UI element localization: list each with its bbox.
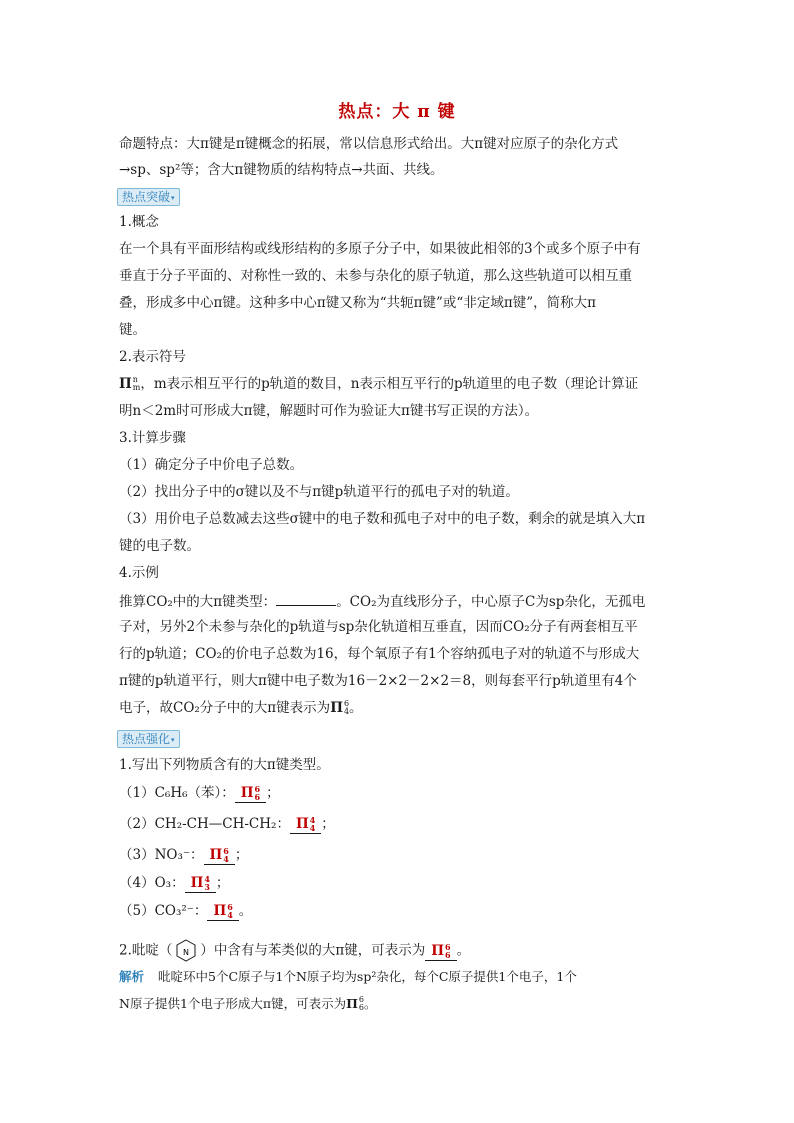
intro-line-1: 命题特点：大π键是π键概念的拓展，常以信息形式给出。大π键对应原子的杂化方式 [119,136,619,152]
pi-symbol-general: Π n m [119,375,141,392]
analysis-line-1: 解析 吡啶环中5个C原子与1个N原子均为sp²杂化，每个C原子提供1个电子，1个 [119,969,577,984]
question-1-item-4: （4）O₃： Π 4 3 ； [119,874,230,892]
example-line-3: 行的p轨道；CO₂的价电子总数为16，每个氧原子有1个容纳孤电子对的轨道不与形成大 [119,646,640,662]
symbol-line-2: 明n＜2m时可形成大π键，解题时可作为验证大π键书写正误的方法）。 [119,403,539,419]
answer-1: Π 6 6 [235,784,266,803]
concept-line-1: 在一个具有平面形结构或线形结构的多原子分子中，如果彼此相邻的3个或多个原子中有 [119,241,641,257]
concept-line-4: 键。 [119,322,146,338]
answer-3: Π 6 4 [204,846,235,865]
intro-line-2: →sp、sp²等；含大π键物质的结构特点→共面、共线。 [119,162,444,178]
question-1-item-3: （3）NO₃⁻： Π 6 4 ； [119,846,249,864]
symbol-line-1: Π n m ，m表示相互平行的p轨道的数目，n表示相互平行的p轨道里的电子数（理论计算证 [119,375,639,392]
pi-symbol-co2: Π 6 4 [330,699,350,716]
example-line-5: 电子，故CO₂分子中的大π键表示为 Π 6 4 。 [119,699,363,716]
concept-line-3: 叠，形成多中心π键。这种多中心π键又称为“共轭π键”或“非定域π键”，简称大π [119,295,596,311]
answer-2: Π 4 4 [290,815,321,834]
section-example-heading: 4.示例 [119,565,159,581]
concept-line-2: 垂直于分子平面的、对称性一致的、未参与杂化的原子轨道，那么这些轨道可以相互重 [119,268,632,284]
question-1-item-5: （5）CO₃²⁻： Π 6 4 。 [119,902,253,920]
hot-breakthrough-tag [117,188,180,206]
example-line-1: 推算CO₂中的大π键类型： 。CO₂为直线形分子，中心原子C为sp杂化，无孤电 [119,591,645,611]
tag-label: 热点强化 [122,732,171,746]
step-1: （1）确定分子中价电子总数。 [119,457,304,473]
tag-label: 热点突破 [122,190,171,204]
example-line-4: π键的p轨道平行，则大π键中电子数为16－2×2－2×2＝8，则每套平行p轨道里有4个 [119,673,637,689]
question-1-item-2: （2）CH₂-CH—CH-CH₂： Π 4 4 ； [119,815,335,833]
question-1-heading: 1.写出下列物质含有的大π键类型。 [119,757,330,773]
example-line-2: 子对，另外2个未参与杂化的p轨道与sp杂化轨道相互垂直，因而CO₂分子有两套相互平 [119,619,638,635]
hot-reinforcement-tag [117,730,180,748]
pyridine-n-label: N [183,948,190,957]
step-3: （3）用价电子总数减去这些σ键中的电子数和孤电子对中的电子数，剩余的就是填入大π [119,511,646,527]
step-2: （2）找出分子中的σ键以及不与π键p轨道平行的孤电子对的轨道。 [119,484,519,500]
step-3-cont: 键的电子数。 [119,538,200,554]
tag-arrow-icon: ▾ [171,735,175,744]
answer-4: Π 4 3 [185,874,216,893]
question-1-item-1: （1）C₆H₆（苯）： Π 6 6 ； [119,784,280,802]
tag-arrow-icon: ▾ [171,193,175,202]
answer-pyridine: Π 6 6 [425,942,456,961]
pi-symbol-analysis: Π 6 6 [346,995,365,1012]
analysis-label: 解析 [119,969,145,984]
pyridine-ring-icon [174,938,198,964]
section-symbol-heading: 2.表示符号 [119,349,186,365]
section-concept-heading: 1.概念 [119,214,159,230]
answer-blank[interactable] [276,591,336,606]
page-title: 热点：大 π 键 [338,102,456,122]
analysis-line-2: N原子提供1个电子形成大π键，可表示为 Π 6 6 。 [119,995,377,1012]
answer-5: Π 6 4 [207,902,238,921]
section-steps-heading: 3.计算步骤 [119,430,186,446]
question-2: 2.吡啶（ N ）中含有与苯类似的大π键，可表示为 Π 6 6 。 [119,938,470,964]
